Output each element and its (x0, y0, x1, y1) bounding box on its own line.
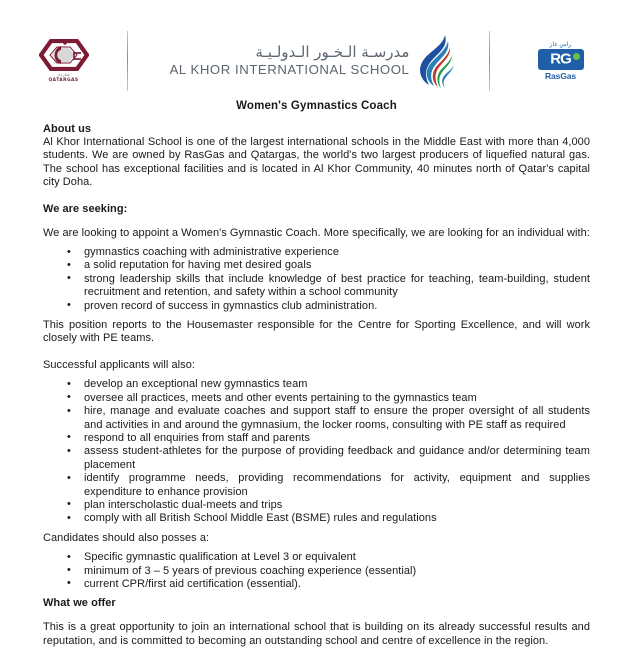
rasgas-letters: RG (550, 50, 571, 68)
section-heading-about: About us (43, 123, 92, 135)
list-item: • develop an exceptional new gymnastics team (43, 378, 590, 391)
list-item: • identify programme needs, providing recommendations for activity, equipment and supplies expenditure to enhance provision (43, 472, 590, 499)
list-item: • hire, manage and evaluate coaches and support staff to ensure the proper oversight of all students and activities in and around the gymnasium, the locker rooms, consulting with PE staff as required (43, 405, 590, 432)
qatargas-arabic-text: قطرغاز (57, 71, 70, 77)
rasgas-wordmark: RasGas (544, 71, 577, 82)
logo-header (0, 22, 631, 100)
rasgas-arabic-text: راس غاز (549, 40, 572, 48)
list-item: • minimum of 3 – 5 years of previous coaching experience (essential) (43, 565, 590, 578)
document-body (43, 100, 590, 648)
list-item: • assess student-athletes for the purpose of providing feedback and guidance and/or determining team placement (43, 445, 590, 472)
candidates-intro: Candidates should also posses a: (43, 531, 210, 544)
offer-paragraph: This is a great opportunity to join an international school that is building on its already successful results and reputation, and is committed to becoming an outstanding school and centre of excellence in the region. (43, 621, 590, 647)
qatargas-logo (0, 39, 127, 83)
list-item: • strong leadership skills that include knowledge of best practice for teaching, team-building, student recruitment and retention, and safety within a school community (43, 273, 590, 300)
list-item: • plan interscholastic dual-meets and trips (43, 499, 590, 512)
rasgas-green-dot (573, 53, 580, 60)
list-item: • a solid reputation for having met desired goals (43, 259, 590, 272)
list-item: • oversee all practices, meets and other events pertaining to the gymnastics team (43, 392, 590, 405)
qatargas-wordmark: QATARGAS (48, 77, 79, 83)
school-english-name: AL KHOR INTERNATIONAL SCHOOL (169, 61, 410, 77)
seeking-bullet-list (43, 246, 590, 313)
page-title: Women's Gymnastics Coach (236, 100, 397, 112)
school-logo (128, 33, 489, 89)
successful-bullet-list (43, 378, 590, 525)
candidates-bullet-list (43, 551, 590, 591)
list-item: • comply with all British School Middle East (BSME) rules and regulations (43, 512, 590, 525)
list-item: • proven record of success in gymnastics club administration. (43, 300, 590, 313)
rasgas-logo (490, 41, 631, 82)
about-paragraph: Al Khor International School is one of the largest international schools in the Middle East with more than 4,000 students. We are owned by RasGas and Qatargas, the world's two largest producers of liquefied natural gas. The school has exceptional facilities and is located in Al Khor Community, 40 minutes north of Qatar's capital city Doha. (43, 136, 590, 189)
seeking-closing: This position reports to the Housemaster responsible for the Centre for Sporting Excellence, and will work closely with PE teams. (43, 319, 590, 345)
list-item: • Specific gymnastic qualification at Level 3 or equivalent (43, 551, 590, 564)
seeking-intro: We are looking to appoint a Women's Gymnastic Coach. More specifically, we are looking for an individual with: (43, 226, 590, 239)
flame-icon (415, 33, 457, 89)
list-item: • respond to all enquiries from staff and parents (43, 432, 590, 445)
section-heading-seeking: We are seeking: (43, 202, 128, 215)
list-item: • current CPR/first aid certification (essential). (43, 578, 590, 591)
list-item: • gymnastics coaching with administrative experience (43, 246, 590, 259)
school-arabic-name: مدرسـة الـخـور الـدولـيـة (255, 43, 410, 62)
section-heading-offer: What we offer (43, 597, 116, 610)
qatargas-hexagon-icon (39, 39, 89, 71)
rasgas-monogram-icon (538, 49, 584, 70)
successful-intro: Successful applicants will also: (43, 358, 196, 371)
